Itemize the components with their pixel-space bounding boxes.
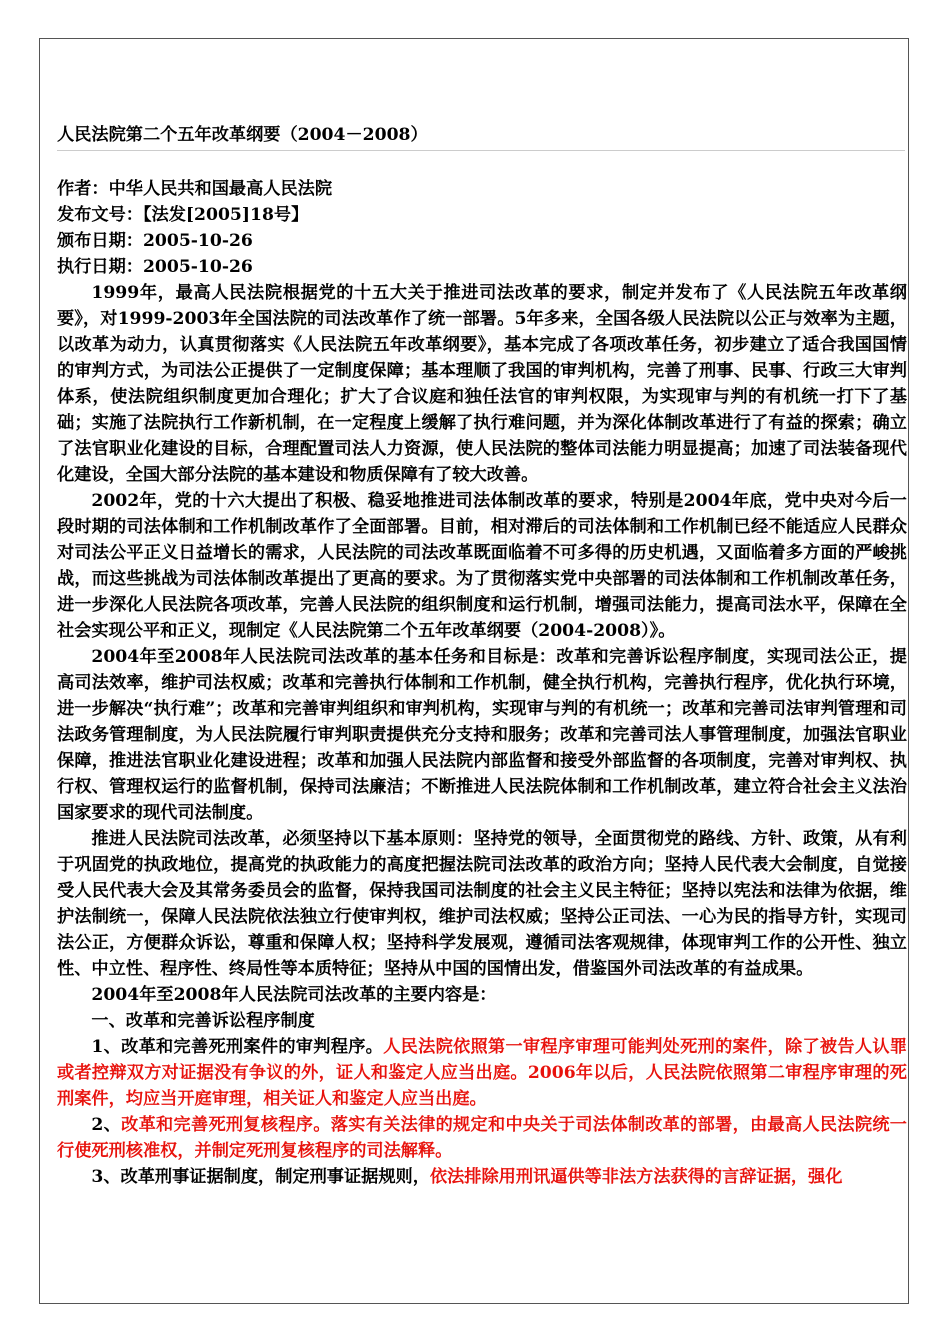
- document-body: [57, 122, 907, 1190]
- paragraph-3: 2004年至2008年人民法院司法改革的基本任务和目标是：改革和完善诉讼程序制度，实现司法公正，提高司法效率，维护司法权威；改革和完善执行体制和工作机制，健全执行机构，完善执行程序，优化执行环境，进一步解决“执行难”；改革和完善审判组织和审判机构，实现审与判的有机统一；改革和完善司法审判管理和司法政务管理制度，为人民法院履行审判职责提供充分支持和服务；改革和完善司法人事管理制度，加强法官职业保障，推进法官职业化建设进程；改革和加强人民法院内部监督和接受外部监督的各项制度，完善对审判权、执行权、管理权运行的监督机制，保持司法廉洁；不断推进人民法院体制和工作机制改革，建立符合社会主义法治国家要求的现代司法制度。: [57, 647, 907, 823]
- title-divider: [57, 150, 905, 151]
- item-2: [57, 1112, 907, 1164]
- meta-doc-number: 发布文号：【法发[2005]18号】: [57, 205, 309, 225]
- meta-effective-date: 执行日期：2005-10-26: [57, 257, 253, 277]
- item-3-highlight: 依法排除用刑讯逼供等非法方法获得的言辞证据，强化: [429, 1167, 843, 1187]
- document-title: 人民法院第二个五年改革纲要（2004－2008）: [57, 125, 428, 145]
- item-1-highlight: 人民法院依照第一审程序审理可能判处死刑的案件，除了被告人认罪或者控辩双方对证据没有争议的外，证人和鉴定人应当出庭。2006年以后，人民法院依照第二审程序审理的死刑案件，均应当开庭审理，相关证人和鉴定人应当出庭。: [57, 1037, 907, 1109]
- item-3: [57, 1164, 907, 1190]
- item-1-lead: 1、改革和完善死刑案件的审判程序。: [91, 1037, 384, 1057]
- item-3-lead: 3、改革刑事证据制度，制定刑事证据规则，: [91, 1167, 430, 1187]
- paragraph-5: 2004年至2008年人民法院司法改革的主要内容是：: [91, 985, 497, 1005]
- paragraph-4: 推进人民法院司法改革，必须坚持以下基本原则：坚持党的领导，全面贯彻党的路线、方针、政策，从有利于巩固党的执政地位，提高党的执政能力的高度把握法院司法改革的政治方向；坚持人民代表大会制度，自觉接受人民代表大会及其常务委员会的监督，保持我国司法制度的社会主义民主特征；坚持以宪法和法律为依据，维护法制统一，保障人民法院依法独立行使审判权，维护司法权威；坚持公正司法、一心为民的指导方针，实现司法公正，方便群众诉讼，尊重和保障人权；坚持科学发展观，遵循司法客观规律，体现审判工作的公开性、独立性、中立性、程序性、终局性等本质特征；坚持从中国的国情出发，借鉴国外司法改革的有益成果。: [57, 829, 907, 979]
- document-meta: [57, 176, 907, 280]
- item-2-lead: 2、: [91, 1115, 122, 1135]
- item-1: [57, 1034, 907, 1112]
- item-2-highlight: 改革和完善死刑复核程序。落实有关法律的规定和中央关于司法体制改革的部署，由最高人民法院统一行使死刑核准权，并制定死刑复核程序的司法解释。: [57, 1115, 907, 1161]
- paragraph-2: 2002年，党的十六大提出了积极、稳妥地推进司法体制改革的要求，特别是2004年底，党中央对今后一段时期的司法体制和工作机制改革作了全面部署。目前，相对滞后的司法体制和工作机制已经不能适应人民群众对司法公平正义日益增长的需求，人民法院的司法改革既面临着不可多得的历史机遇，又面临着多方面的严峻挑战，而这些挑战为司法体制改革提出了更高的要求。为了贯彻落实党中央部署的司法体制和工作机制改革任务，进一步深化人民法院各项改革，完善人民法院的组织制度和运行机制，增强司法能力，提高司法水平，保障在全社会实现公平和正义，现制定《人民法院第二个五年改革纲要（2004-2008）》。: [57, 491, 907, 641]
- paragraph-1: 1999年，最高人民法院根据党的十五大关于推进司法改革的要求，制定并发布了《人民法院五年改革纲要》，对1999-2003年全国法院的司法改革作了统一部署。5年多来，全国各级人民法院以公正与效率为主题，以改革为动力，认真贯彻落实《人民法院五年改革纲要》，基本完成了各项改革任务，初步建立了适合我国国情的审判方式，为司法公正提供了一定制度保障；基本理顺了我国的审判机构，完善了刑事、民事、行政三大审判体系，使法院组织制度更加合理化；扩大了合议庭和独任法官的审判权限，为实现审与判的有机统一打下了基础；实施了法院执行工作新机制，在一定程度上缓解了执行难问题，并为深化体制改革进行了有益的探索；确立了法官职业化建设的目标，合理配置司法人力资源，使人民法院的整体司法能力明显提高；加速了司法装备现代化建设，全国大部分法院的基本建设和物质保障有了较大改善。: [57, 283, 907, 485]
- section-heading-1: 一、改革和完善诉讼程序制度: [91, 1011, 315, 1031]
- meta-author: 作者：中华人民共和国最高人民法院: [57, 179, 333, 199]
- meta-issue-date: 颁布日期：2005-10-26: [57, 231, 253, 251]
